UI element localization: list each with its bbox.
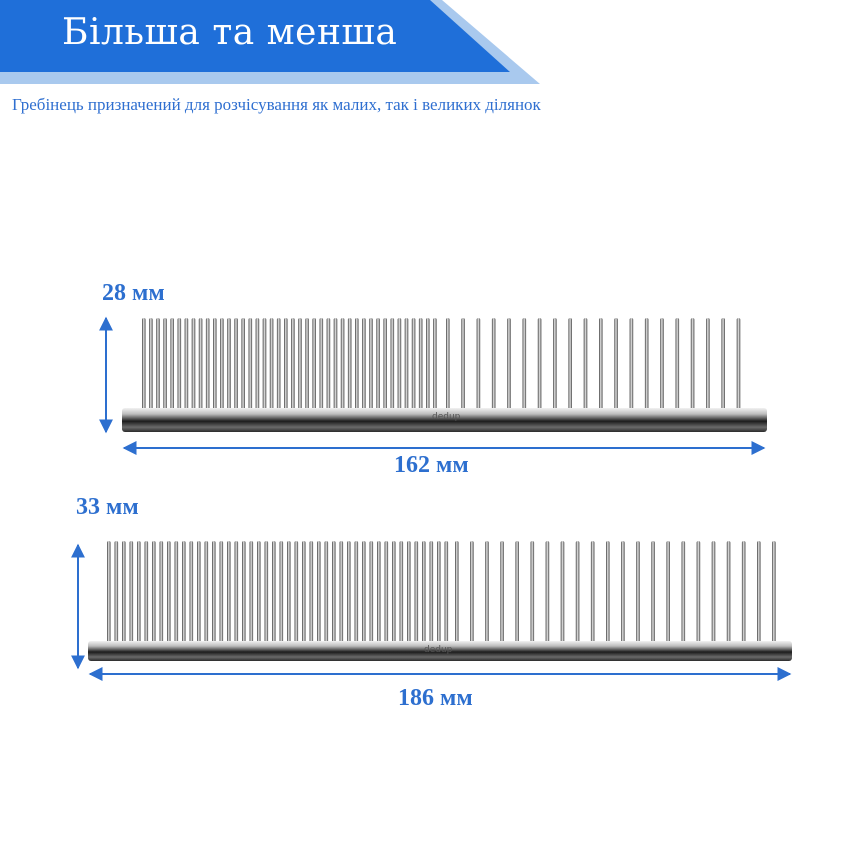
comb-tooth bbox=[272, 541, 276, 645]
comb-tooth bbox=[175, 541, 179, 645]
height-label-small: 28 мм bbox=[98, 280, 169, 307]
comb-tooth bbox=[362, 541, 366, 645]
comb-tooth bbox=[630, 318, 634, 412]
comb-tooth bbox=[256, 318, 260, 412]
page-title: Більша та менша bbox=[62, 12, 398, 53]
comb-tooth bbox=[178, 318, 182, 412]
comb-tooth bbox=[636, 541, 640, 645]
comb-tooth bbox=[606, 541, 610, 645]
comb-tooth bbox=[182, 541, 186, 645]
comb-tooth bbox=[213, 318, 217, 412]
comb-tooth bbox=[546, 541, 550, 645]
comb-tooth bbox=[576, 541, 580, 645]
comb-tooth bbox=[257, 541, 261, 645]
comb-tooth bbox=[130, 541, 134, 645]
comb-tooth bbox=[721, 318, 725, 412]
comb-large-teeth bbox=[107, 541, 776, 645]
comb-tooth bbox=[327, 318, 331, 412]
comb-tooth bbox=[115, 541, 119, 645]
comb-tooth bbox=[163, 318, 167, 412]
comb-tooth bbox=[419, 318, 423, 412]
height-label-large: 33 мм bbox=[72, 494, 143, 521]
comb-tooth bbox=[265, 541, 269, 645]
comb-small-teeth bbox=[142, 318, 740, 412]
comb-tooth bbox=[205, 541, 209, 645]
comb-tooth bbox=[645, 318, 649, 412]
comb-tooth bbox=[185, 318, 189, 412]
comb-tooth bbox=[340, 541, 344, 645]
comb-tooth bbox=[400, 541, 404, 645]
comb-tooth bbox=[142, 318, 146, 412]
comb-tooth bbox=[430, 541, 434, 645]
comb-tooth bbox=[234, 318, 238, 412]
comb-tooth bbox=[477, 318, 481, 412]
comb-tooth bbox=[523, 318, 527, 412]
comb-tooth bbox=[320, 318, 324, 412]
comb-tooth bbox=[284, 318, 288, 412]
comb-tooth bbox=[227, 541, 231, 645]
comb-tooth bbox=[742, 541, 746, 645]
comb-tooth bbox=[377, 541, 381, 645]
comb-tooth bbox=[156, 318, 160, 412]
comb-tooth bbox=[584, 318, 588, 412]
comb-tooth bbox=[287, 541, 291, 645]
comb-tooth bbox=[242, 541, 246, 645]
comb-tooth bbox=[305, 318, 309, 412]
comb-tooth bbox=[470, 541, 474, 645]
comb-tooth bbox=[160, 541, 164, 645]
comb-tooth bbox=[362, 318, 366, 412]
comb-tooth bbox=[398, 318, 402, 412]
comb-tooth bbox=[167, 541, 171, 645]
comb-tooth bbox=[492, 318, 496, 412]
page-subtitle: Гребінець призначений для розчісування як малих, так і великих ділянок bbox=[12, 95, 541, 114]
comb-tooth bbox=[666, 541, 670, 645]
comb-tooth bbox=[660, 318, 664, 412]
comb-tooth bbox=[325, 541, 329, 645]
comb-tooth bbox=[446, 318, 450, 412]
comb-tooth bbox=[341, 318, 345, 412]
comb-tooth bbox=[291, 318, 295, 412]
comb-tooth bbox=[263, 318, 267, 412]
comb-tooth bbox=[137, 541, 141, 645]
comb-tooth bbox=[461, 318, 465, 412]
comb-tooth bbox=[122, 541, 126, 645]
comb-tooth bbox=[295, 541, 299, 645]
comb-tooth bbox=[405, 318, 409, 412]
comb-tooth bbox=[170, 318, 174, 412]
comb-tooth bbox=[538, 318, 542, 412]
comb-tooth bbox=[706, 318, 710, 412]
comb-large bbox=[88, 541, 792, 661]
comb-tooth bbox=[220, 541, 224, 645]
comb-tooth bbox=[347, 541, 351, 645]
comb-tooth bbox=[415, 541, 419, 645]
comb-tooth bbox=[553, 318, 557, 412]
comb-tooth bbox=[385, 541, 389, 645]
comb-tooth bbox=[485, 541, 489, 645]
comb-tooth bbox=[757, 541, 761, 645]
comb-tooth bbox=[712, 541, 716, 645]
comb-tooth bbox=[310, 541, 314, 645]
comb-tooth bbox=[249, 318, 253, 412]
length-label-large: 186 мм bbox=[394, 685, 477, 712]
comb-tooth bbox=[426, 318, 430, 412]
comb-tooth bbox=[192, 318, 196, 412]
comb-tooth bbox=[370, 541, 374, 645]
comb-tooth bbox=[280, 541, 284, 645]
comb-tooth bbox=[682, 541, 686, 645]
comb-tooth bbox=[561, 541, 565, 645]
comb-tooth bbox=[407, 541, 411, 645]
comb-tooth bbox=[591, 541, 595, 645]
comb-small bbox=[122, 318, 767, 432]
comb-tooth bbox=[190, 541, 194, 645]
comb-tooth bbox=[334, 318, 338, 412]
comb-tooth bbox=[227, 318, 231, 412]
comb-tooth bbox=[691, 318, 695, 412]
comb-tooth bbox=[412, 318, 416, 412]
comb-tooth bbox=[197, 541, 201, 645]
comb-tooth bbox=[250, 541, 254, 645]
comb-tooth bbox=[369, 318, 373, 412]
comb-tooth bbox=[737, 318, 741, 412]
comb-tooth bbox=[727, 541, 731, 645]
comb-tooth bbox=[599, 318, 603, 412]
comb-tooth bbox=[241, 318, 245, 412]
comb-large-brand: dedup bbox=[424, 645, 453, 655]
comb-tooth bbox=[317, 541, 321, 645]
comb-tooth bbox=[212, 541, 216, 645]
comb-tooth bbox=[383, 318, 387, 412]
comb-tooth bbox=[391, 318, 395, 412]
comb-tooth bbox=[149, 318, 153, 412]
comb-tooth bbox=[277, 318, 281, 412]
comb-tooth bbox=[500, 541, 504, 645]
comb-tooth bbox=[355, 318, 359, 412]
comb-tooth bbox=[697, 541, 701, 645]
comb-tooth bbox=[651, 541, 655, 645]
comb-tooth bbox=[392, 541, 396, 645]
comb-small-brand: dedup bbox=[432, 412, 461, 422]
comb-tooth bbox=[376, 318, 380, 412]
comb-tooth bbox=[312, 318, 316, 412]
comb-tooth bbox=[676, 318, 680, 412]
comb-tooth bbox=[531, 541, 535, 645]
comb-tooth bbox=[199, 318, 203, 412]
length-label-small: 162 мм bbox=[390, 452, 473, 479]
comb-tooth bbox=[302, 541, 306, 645]
comb-tooth bbox=[270, 318, 274, 412]
comb-tooth bbox=[772, 541, 776, 645]
comb-tooth bbox=[614, 318, 618, 412]
comb-tooth bbox=[515, 541, 519, 645]
comb-tooth bbox=[621, 541, 625, 645]
comb-tooth bbox=[348, 318, 352, 412]
comb-tooth bbox=[355, 541, 359, 645]
comb-tooth bbox=[422, 541, 426, 645]
comb-tooth bbox=[152, 541, 156, 645]
comb-tooth bbox=[145, 541, 149, 645]
comb-tooth bbox=[455, 541, 459, 645]
comb-tooth bbox=[507, 318, 511, 412]
comb-tooth bbox=[332, 541, 336, 645]
comb-tooth bbox=[206, 318, 210, 412]
comb-tooth bbox=[433, 318, 437, 412]
comb-tooth bbox=[220, 318, 224, 412]
comb-tooth bbox=[445, 541, 449, 645]
comb-tooth bbox=[235, 541, 239, 645]
comb-tooth bbox=[568, 318, 572, 412]
comb-tooth bbox=[298, 318, 302, 412]
comb-tooth bbox=[107, 541, 111, 645]
comb-tooth bbox=[437, 541, 441, 645]
